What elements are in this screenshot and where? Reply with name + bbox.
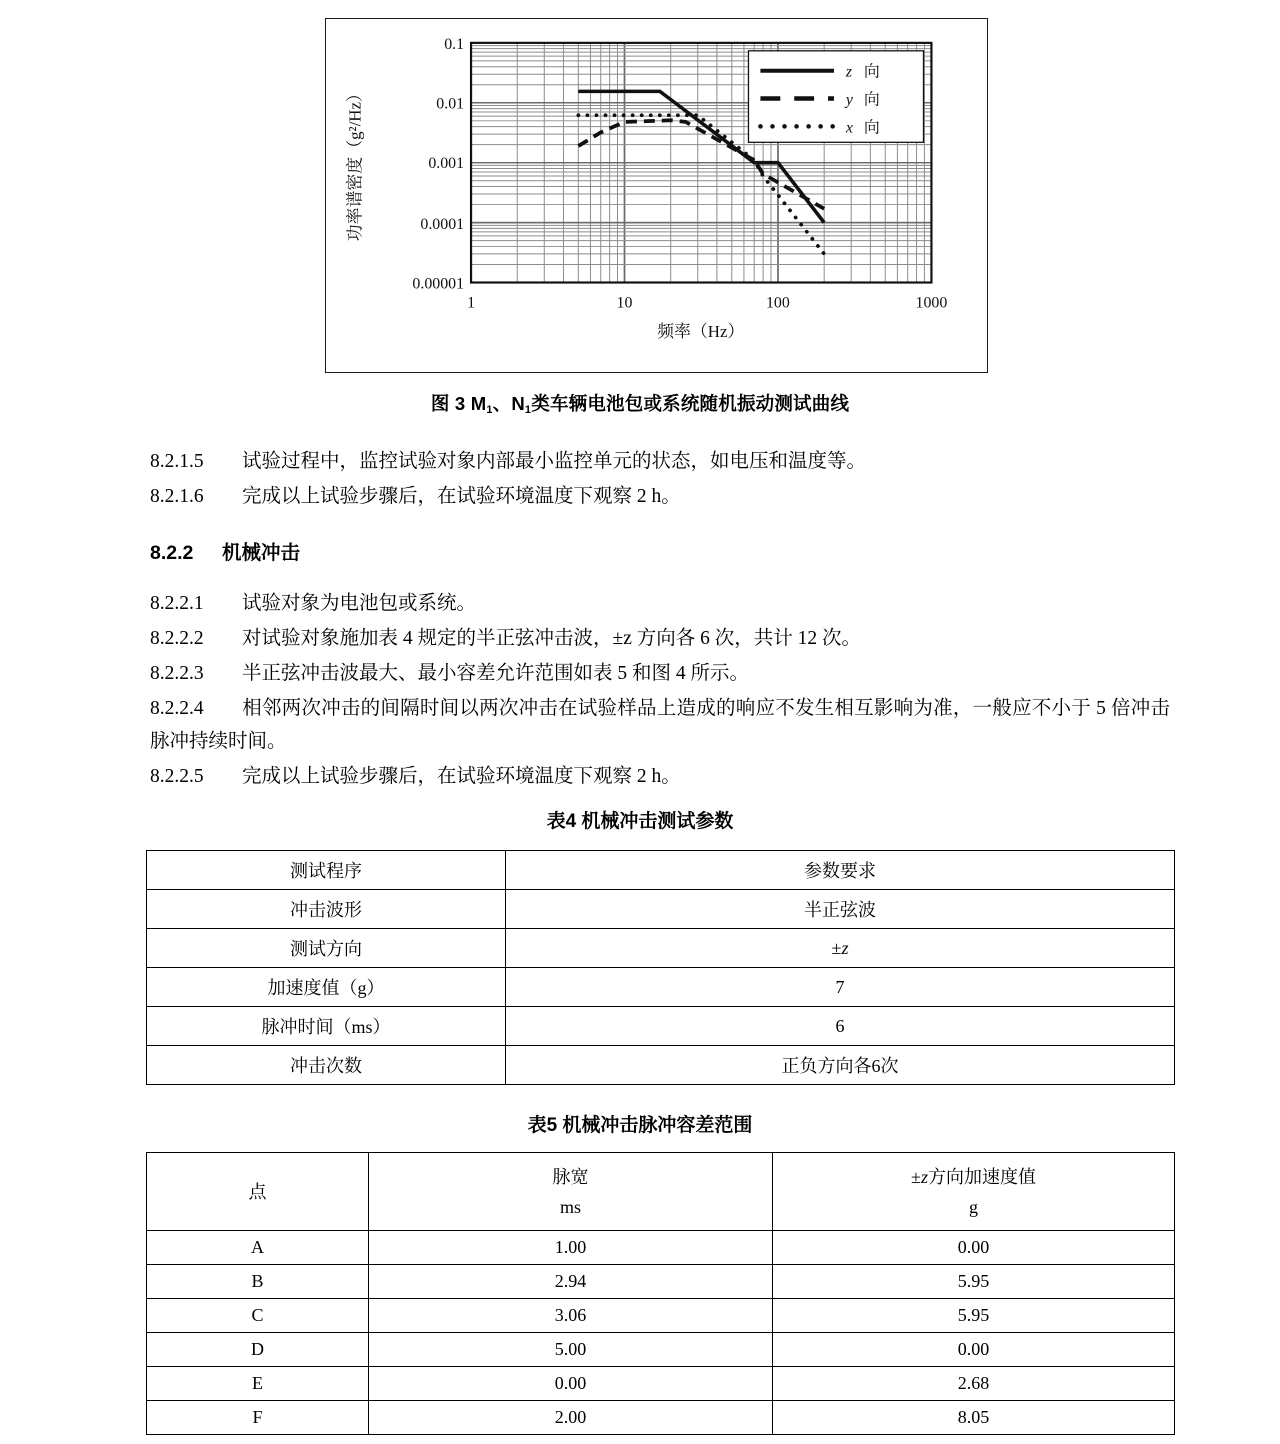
svg-text:0.001: 0.001 <box>428 155 465 173</box>
figure-3-caption <box>0 390 1280 416</box>
table-row <box>147 1231 1175 1265</box>
clause-number-8-2-2-3: 8.2.2.3 <box>150 663 204 684</box>
table-4-wrapper <box>146 850 1175 1085</box>
clause-text-8-2-1-5: 试验过程中，监控试验对象内部最小监控单元的状态，如电压和温度等。 <box>242 451 867 472</box>
table-row <box>147 890 1175 929</box>
table-5-cell: 0.00 <box>773 1333 1175 1367</box>
paragraph-8-2-1-6 <box>150 480 1170 513</box>
svg-text:0.01: 0.01 <box>436 95 465 113</box>
table-5-header-cell: ±z方向加速度值 g <box>777 1162 1170 1222</box>
table-5-cell: D <box>147 1333 369 1367</box>
clause-number-8-2-1-5: 8.2.1.5 <box>150 451 204 472</box>
table-5-cell: 2.68 <box>773 1367 1175 1401</box>
clause-number-8-2-2-5: 8.2.2.5 <box>150 766 204 787</box>
table-5-header-unit: ms <box>559 1196 581 1217</box>
clause-number-8-2-2-1: 8.2.2.1 <box>150 593 204 614</box>
table-4-cell: ±z <box>506 929 1175 968</box>
clause-text-8-2-2-3: 半正弦冲击波最大、最小容差允许范围如表 5 和图 4 所示。 <box>242 663 750 684</box>
table-4-cell: 脉冲时间（ms） <box>147 1007 506 1046</box>
table-row <box>147 1265 1175 1299</box>
table-5-header <box>369 1153 773 1231</box>
y-axis-title: 功率谱密度（g²/Hz） <box>345 85 365 242</box>
x-axis-tick-labels <box>467 294 947 311</box>
legend-label-y-axis: y <box>845 91 853 109</box>
table-row <box>147 1367 1175 1401</box>
table-5-cell: 5.95 <box>773 1299 1175 1333</box>
table-5-cell: C <box>147 1299 369 1333</box>
clause-number-8-2-2-2: 8.2.2.2 <box>150 628 204 649</box>
table-5-cell: 5.00 <box>369 1333 773 1367</box>
table-row <box>147 851 1175 890</box>
svg-text:0.0001: 0.0001 <box>420 215 465 233</box>
table-5-cell: B <box>147 1265 369 1299</box>
table-5-header <box>773 1153 1175 1231</box>
table-row <box>147 1299 1175 1333</box>
x-axis-title: 频率（Hz） <box>657 322 745 342</box>
svg-text:1000: 1000 <box>915 294 948 312</box>
y-axis-tick-labels <box>412 36 464 293</box>
table-row <box>147 1153 1175 1231</box>
table-row <box>147 1333 1175 1367</box>
legend-label-z-axis: z <box>845 63 853 81</box>
table-5-cell: 2.94 <box>369 1265 773 1299</box>
table-row <box>147 929 1175 968</box>
table-4-cell: 加速度值（g） <box>147 968 506 1007</box>
table-5-cell: 2.00 <box>369 1401 773 1435</box>
heading-number-8-2-2: 8.2.2 <box>150 542 194 564</box>
figure-caption-sub-1: 1 <box>486 404 493 416</box>
table-4-cell: 7 <box>506 968 1175 1007</box>
clause-text-8-2-2-4: 相邻两次冲击的间隔时间以两次冲击在试验样品上造成的响应不发生相互影响为准，一般应不小于 5 倍冲击脉冲持续时间。 <box>150 698 1170 752</box>
paragraph-8-2-2-5 <box>150 760 1170 793</box>
table-4-cell: 测试方向 <box>147 929 506 968</box>
table-4-cell: 冲击波形 <box>147 890 506 929</box>
table-5 <box>146 1152 1175 1435</box>
chart-legend <box>748 51 923 142</box>
clause-number-8-2-1-6: 8.2.1.6 <box>150 486 204 507</box>
paragraph-8-2-2-3 <box>150 657 1170 690</box>
figure-caption-mid: 、N <box>492 393 525 414</box>
clause-text-8-2-2-2: 对试验对象施加表 4 规定的半正弦冲击波，±z 方向各 6 次，共计 12 次。 <box>242 628 861 649</box>
legend-label-z-dir: 向 <box>863 63 880 81</box>
clause-text-8-2-2-1: 试验对象为电池包或系统。 <box>242 593 477 614</box>
table-4-title: 表4 机械冲击测试参数 <box>546 811 734 832</box>
table-4-cell: 6 <box>506 1007 1175 1046</box>
table-row <box>147 1046 1175 1085</box>
svg-text:1: 1 <box>467 294 476 312</box>
random-vibration-psd-chart <box>326 19 987 372</box>
table-row <box>147 1401 1175 1435</box>
document-body <box>150 445 1170 795</box>
table-4-cell: 冲击次数 <box>147 1046 506 1085</box>
svg-text:0.00001: 0.00001 <box>412 275 465 293</box>
table-5-cell: 0.00 <box>773 1231 1175 1265</box>
table-5-cell: 1.00 <box>369 1231 773 1265</box>
table-5-header-unit: g <box>969 1196 978 1217</box>
table-4 <box>146 850 1175 1085</box>
table-4-cell: 正负方向各6次 <box>506 1046 1175 1085</box>
table-5-header-cell: 脉宽 ms <box>373 1162 768 1222</box>
clause-number-8-2-2-4: 8.2.2.4 <box>150 698 204 719</box>
figure-caption-suffix: 类车辆电池包或系统随机振动测试曲线 <box>531 393 850 414</box>
figure-3-chart-frame <box>325 18 988 373</box>
legend-label-y-dir: 向 <box>863 91 880 109</box>
table-5-cell: A <box>147 1231 369 1265</box>
svg-text:100: 100 <box>765 294 790 312</box>
figure-caption-prefix: 图 3 M <box>430 393 487 414</box>
table-4-header-cell: 参数要求 <box>506 851 1175 890</box>
figure-caption-sub-2: 1 <box>524 404 532 416</box>
table-5-cell: 5.95 <box>773 1265 1175 1299</box>
table-5-cell: F <box>147 1401 369 1435</box>
table-5-title: 表5 机械冲击脉冲容差范围 <box>527 1115 753 1136</box>
clause-text-8-2-1-6: 完成以上试验步骤后，在试验环境温度下观察 2 h。 <box>242 486 681 507</box>
heading-text-8-2-2: 机械冲击 <box>222 542 301 564</box>
paragraph-8-2-2-1 <box>150 587 1170 620</box>
table-row <box>147 968 1175 1007</box>
legend-label-x-dir: 向 <box>863 119 880 137</box>
table-5-cell: 3.06 <box>369 1299 773 1333</box>
table-4-cell: 半正弦波 <box>506 890 1175 929</box>
table-row <box>147 1007 1175 1046</box>
table-5-header-cell: 点 <box>248 1181 267 1202</box>
table-5-wrapper <box>146 1152 1175 1435</box>
svg-text:10: 10 <box>616 294 633 312</box>
svg-text:0.1: 0.1 <box>444 35 465 53</box>
legend-label-x-axis: x <box>845 119 853 137</box>
table-5-cell: E <box>147 1367 369 1401</box>
table-5-cell: 0.00 <box>369 1367 773 1401</box>
paragraph-8-2-2-4 <box>150 692 1170 758</box>
paragraph-8-2-2-2 <box>150 622 1170 655</box>
table-5-header <box>147 1153 369 1231</box>
table-4-header-cell: 测试程序 <box>147 851 506 890</box>
paragraph-8-2-1-5 <box>150 445 1170 478</box>
clause-text-8-2-2-5: 完成以上试验步骤后，在试验环境温度下观察 2 h。 <box>242 766 681 787</box>
table-5-cell: 8.05 <box>773 1401 1175 1435</box>
heading-8-2-2 <box>150 537 1170 565</box>
